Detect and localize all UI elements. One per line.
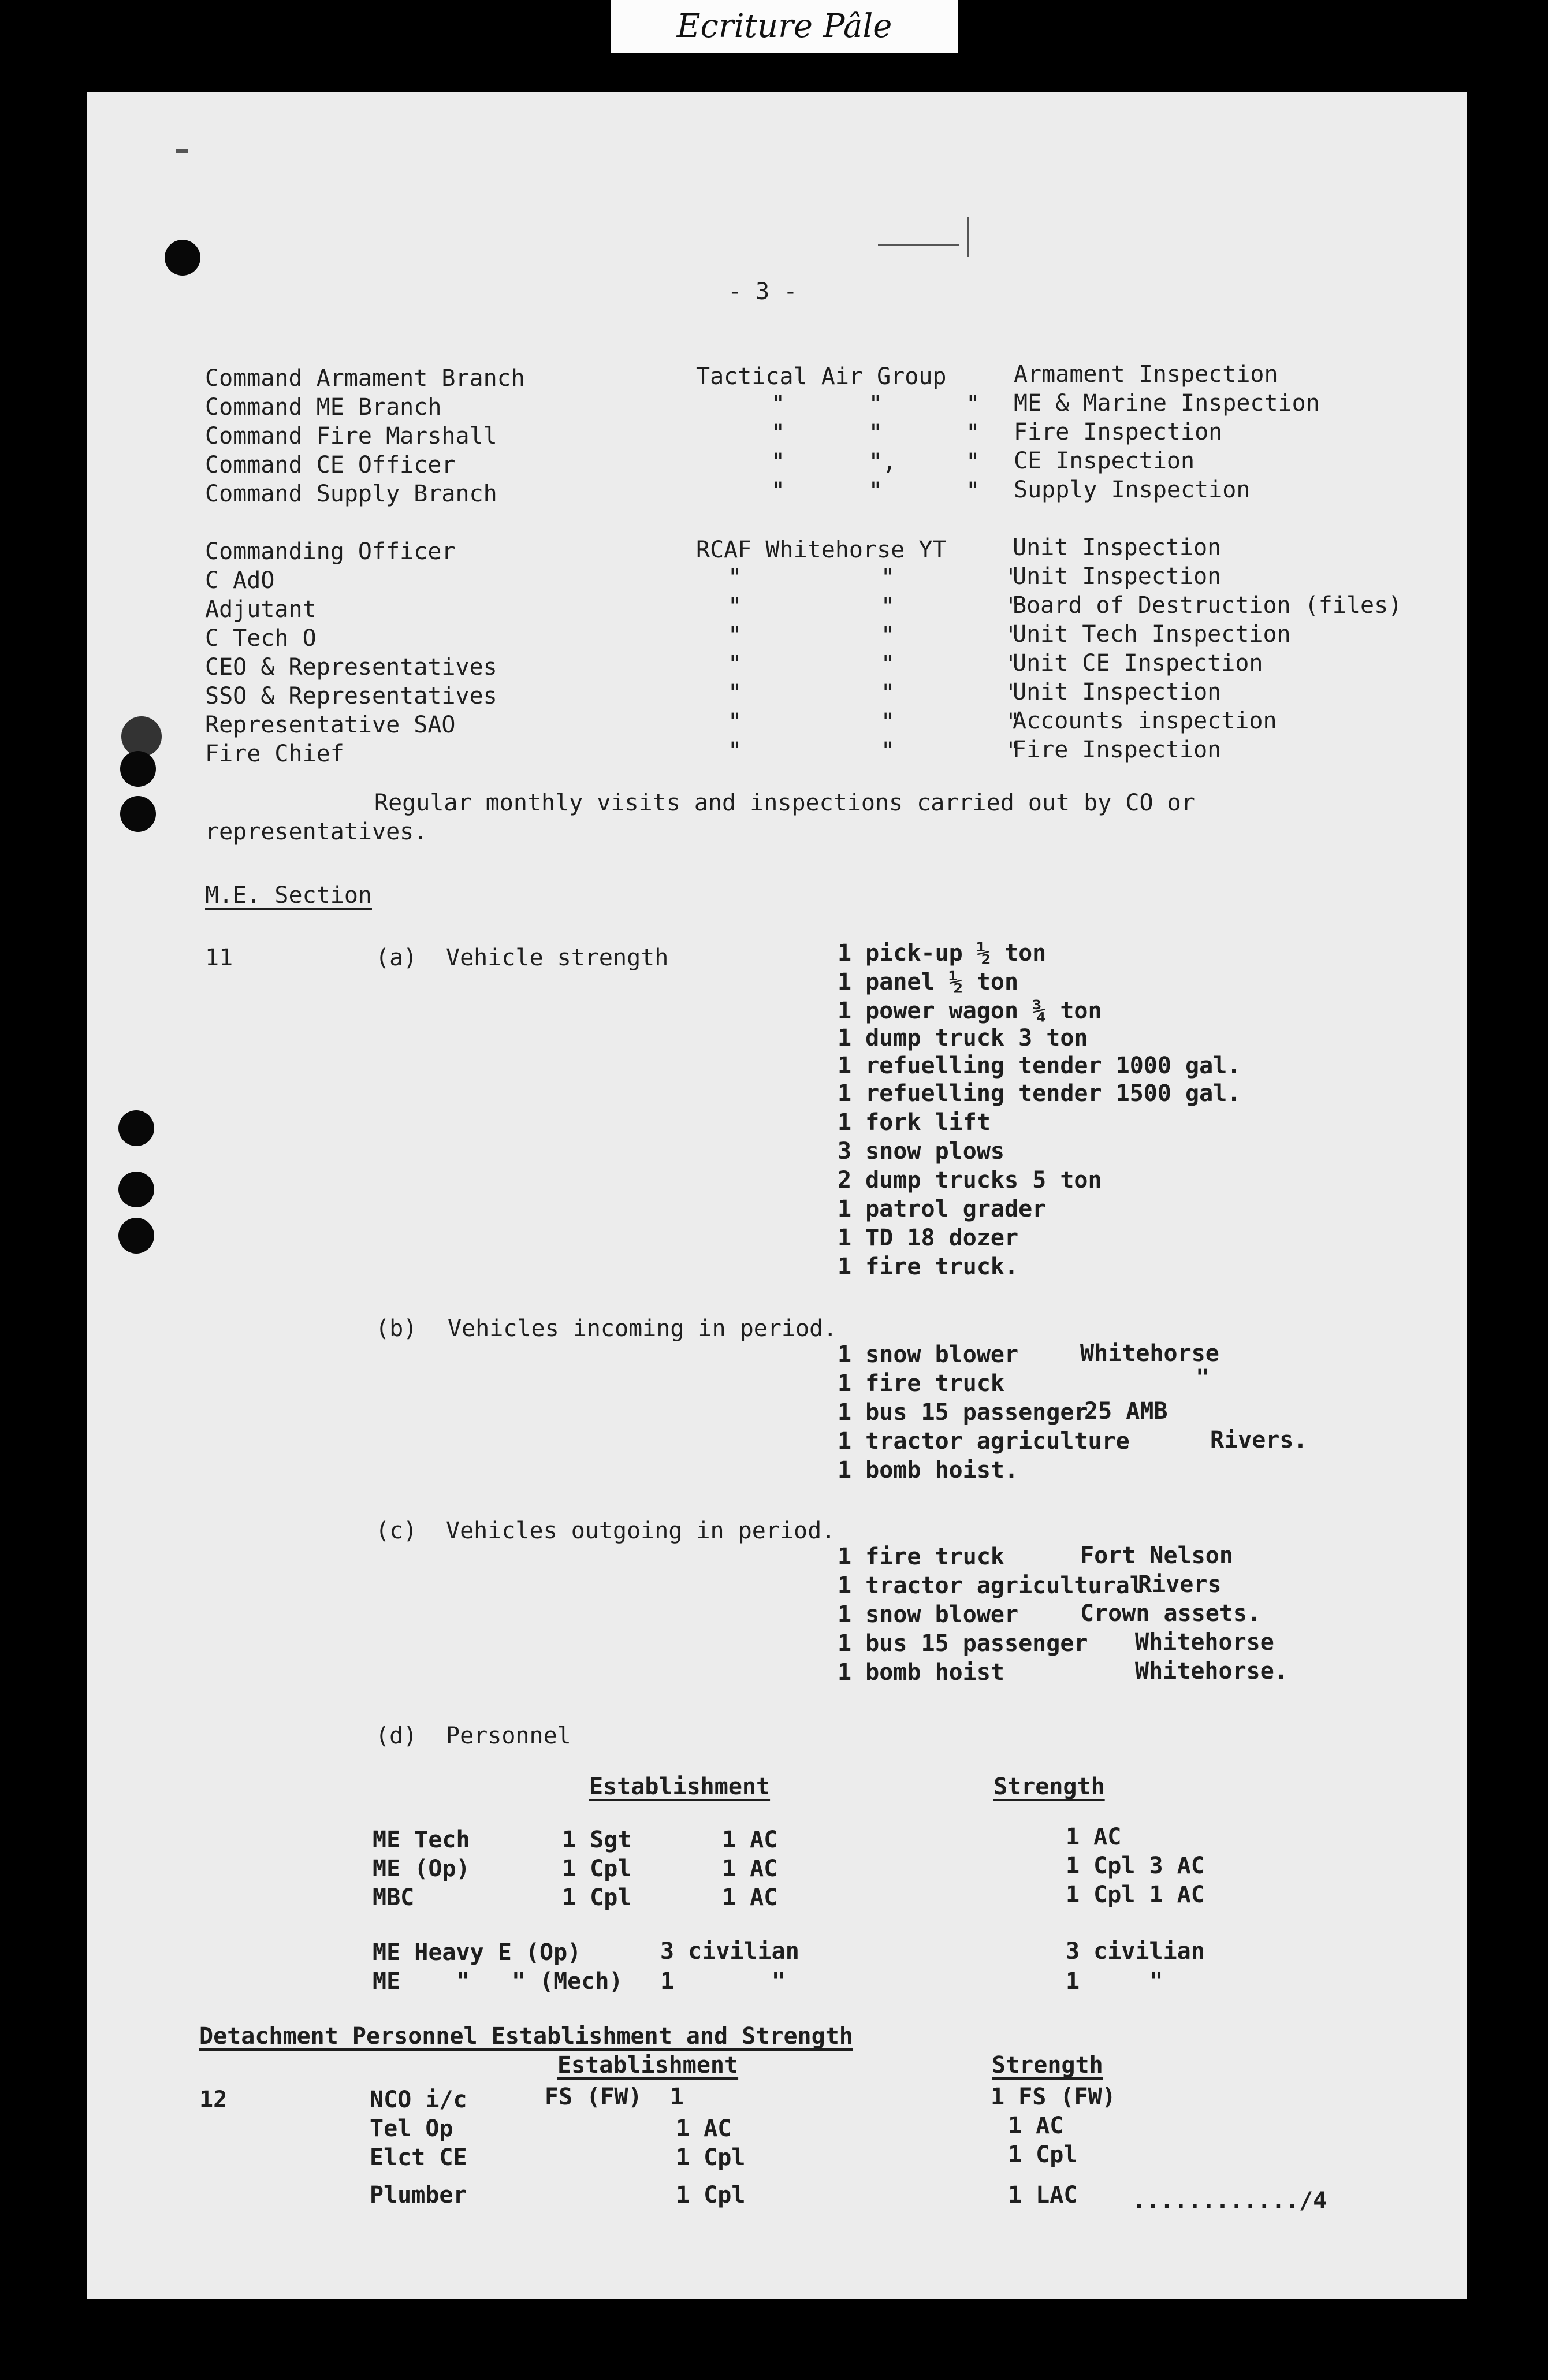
table-cell-strength: 1 AC [1066, 1824, 1122, 1850]
list-item-note: " [1196, 1364, 1210, 1391]
inspection-type: Armament Inspection [1014, 361, 1278, 388]
list-item: 1 power wagon ¾ ton [838, 998, 1102, 1024]
inspection-unit: Commanding Officer [205, 538, 456, 565]
inspection-type: CE Inspection [1014, 448, 1195, 474]
inspection-location: RCAF Whitehorse YT [696, 537, 947, 563]
subsection-title: Personnel [446, 1723, 571, 1749]
paragraph-number: 11 [205, 944, 233, 971]
strength-heading: Strength [993, 1773, 1105, 1800]
table-cell-establishment: 1 AC [722, 1827, 778, 1853]
inspection-type: ME & Marine Inspection [1014, 390, 1320, 416]
table-cell-strength: 3 civilian [1066, 1938, 1205, 1965]
inspection-unit: Command Supply Branch [205, 481, 497, 507]
inspection-type: Fire Inspection [1013, 737, 1222, 763]
punch-hole [118, 1172, 154, 1207]
table-cell-establishment: 1 AC [722, 1855, 778, 1882]
table-cell-strength: 1 Cpl 3 AC [1066, 1853, 1205, 1879]
list-item: 1 fork lift [838, 1109, 991, 1136]
inspection-unit: SSO & Representatives [205, 683, 497, 709]
list-item-note: 25 AMB [1084, 1398, 1168, 1425]
list-item: 1 fire truck [838, 1544, 1004, 1570]
table-cell-establishment: 1 Cpl [562, 1855, 632, 1882]
inspection-location: " " " [728, 564, 1020, 591]
detachment-establishment-heading: Establishment [557, 2052, 739, 2078]
table-cell-establishment: FS (FW) 1 [545, 2084, 684, 2110]
punch-hole [120, 796, 156, 832]
table-cell-establishment: 3 civilian [660, 1938, 799, 1965]
paragraph-number: 12 [199, 2087, 228, 2113]
table-cell-establishment: 1 Cpl [562, 1884, 632, 1911]
list-item-note: Whitehorse [1135, 1629, 1274, 1656]
subsection-label: (b) [375, 1315, 418, 1342]
list-item: 1 snow blower [838, 1341, 1019, 1368]
inspection-location: " " " [728, 680, 1020, 706]
inspection-unit: CEO & Representatives [205, 654, 497, 680]
table-cell-trade: ME Tech [373, 1827, 470, 1853]
punch-hole [165, 240, 200, 276]
table-cell-trade: Tel Op [370, 2115, 453, 2142]
list-item: 1 dump truck 3 ton [838, 1025, 1088, 1051]
table-cell-strength: 1 LAC [1008, 2182, 1078, 2208]
table-cell-strength: 1 " [1066, 1968, 1163, 1995]
detachment-heading: Detachment Personnel Establishment and Strength [199, 2023, 853, 2050]
table-cell-trade: ME (Op) [373, 1855, 470, 1882]
inspection-location: " " " [728, 622, 1020, 649]
table-cell-trade: MBC [373, 1884, 415, 1911]
table-cell-strength: 1 Cpl 1 AC [1066, 1881, 1205, 1908]
punch-hole [118, 1110, 154, 1146]
inspection-unit: Command CE Officer [205, 452, 456, 478]
pencil-mark [968, 217, 969, 257]
table-cell-establishment: 1 AC [676, 2115, 732, 2142]
table-cell-establishment: 1 AC [722, 1884, 778, 1911]
inspection-unit: C Tech O [205, 625, 317, 652]
table-cell-strength: 1 FS (FW) [991, 2084, 1116, 2110]
inspection-location: " " " [771, 391, 980, 418]
list-item: 1 tractor agricultural [838, 1572, 1144, 1599]
list-item-note: Crown assets. [1080, 1600, 1262, 1627]
list-item: 1 refuelling tender 1000 gal. [838, 1053, 1241, 1079]
list-item-note: Rivers. [1210, 1427, 1308, 1453]
list-item: 1 bomb hoist. [838, 1457, 1019, 1483]
inspection-location: " " " [728, 651, 1020, 678]
list-item: 1 bus 15 passenger [838, 1399, 1088, 1426]
subsection-label: (c) [375, 1518, 418, 1544]
list-item-note: Rivers [1138, 1571, 1222, 1598]
inspection-type: Fire Inspection [1014, 419, 1223, 445]
inspection-location: Tactical Air Group [696, 363, 947, 390]
inspection-location: " " " [728, 738, 1020, 764]
continuation-marker: ............/4 [1132, 2188, 1327, 2214]
table-cell-establishment: 1 Sgt [562, 1827, 632, 1853]
table-cell-trade: Plumber [370, 2182, 467, 2208]
inspection-location: " " " [728, 593, 1020, 620]
list-item: 1 refuelling tender 1500 gal. [838, 1080, 1241, 1107]
list-item: 1 fire truck. [838, 1254, 1019, 1280]
subsection-title: Vehicles outgoing in period. [446, 1518, 836, 1544]
table-cell-establishment: 1 Cpl [676, 2144, 746, 2171]
subsection-label: (d) [375, 1723, 418, 1749]
table-cell-establishment: 1 " [660, 1968, 786, 1995]
inspection-type: Accounts inspection [1013, 708, 1277, 734]
inspection-unit: Command Fire Marshall [205, 423, 497, 449]
list-item: 3 snow plows [838, 1138, 1004, 1165]
list-item: 1 patrol grader [838, 1196, 1047, 1222]
document-page [87, 92, 1467, 2299]
inspection-location: " ", " [771, 449, 980, 475]
inspection-location: " " " [728, 709, 1020, 735]
inspection-location: " " " [771, 478, 980, 504]
inspection-type: Board of Destruction (files) [1013, 592, 1402, 619]
list-item: 1 fire truck [838, 1370, 1004, 1397]
archive-label-tab: Ecriture Pâle [611, 0, 958, 53]
list-item: 1 tractor agriculture [838, 1428, 1130, 1455]
inspection-unit: Adjutant [205, 596, 317, 623]
pencil-mark [176, 149, 188, 153]
inspection-unit: Representative SAO [205, 712, 456, 738]
punch-hole [121, 716, 162, 757]
table-cell-trade: Elct CE [370, 2144, 467, 2171]
subsection-label: (a) [375, 944, 418, 971]
table-cell-strength: 1 Cpl [1008, 2141, 1078, 2168]
subsection-title: Vehicles incoming in period. [448, 1315, 838, 1342]
inspection-type: Unit Inspection [1013, 563, 1222, 590]
inspection-type: Unit Inspection [1013, 679, 1222, 705]
inspection-location: " " " [771, 420, 980, 447]
list-item: 1 bus 15 passenger [838, 1630, 1088, 1657]
table-cell-establishment: 1 Cpl [676, 2182, 746, 2208]
inspection-unit: Command ME Branch [205, 394, 442, 421]
inspection-type: Supply Inspection [1014, 477, 1251, 503]
inspection-unit: Fire Chief [205, 741, 344, 767]
inspection-type: Unit CE Inspection [1013, 650, 1263, 676]
list-item: 2 dump trucks 5 ton [838, 1167, 1102, 1193]
list-item-note: Whitehorse [1080, 1340, 1219, 1367]
table-cell-trade: NCO i/c [370, 2087, 467, 2113]
list-item-note: Fort Nelson [1080, 1542, 1233, 1569]
inspection-type: Unit Tech Inspection [1013, 621, 1291, 648]
list-item-note: Whitehorse. [1135, 1658, 1288, 1684]
punch-hole [118, 1218, 154, 1254]
list-item: 1 TD 18 dozer [838, 1225, 1019, 1251]
inspection-unit: C AdO [205, 567, 275, 594]
establishment-heading: Establishment [589, 1773, 771, 1800]
table-cell-trade: ME Heavy E (Op) [373, 1939, 582, 1966]
inspection-unit: Command Armament Branch [205, 365, 525, 392]
table-cell-trade: ME " " (Mech) [373, 1968, 623, 1995]
table-cell-strength: 1 AC [1008, 2113, 1064, 2139]
regular-visits-note-cont: representatives. [205, 819, 428, 845]
pencil-mark [878, 244, 959, 246]
me-section-heading: M.E. Section [205, 882, 372, 909]
list-item: 1 snow blower [838, 1601, 1019, 1628]
list-item: 1 panel ½ ton [838, 969, 1019, 995]
inspection-type: Unit Inspection [1013, 534, 1222, 561]
list-item: 1 pick-up ½ ton [838, 940, 1047, 966]
detachment-strength-heading: Strength [992, 2052, 1103, 2078]
page-number: - 3 - [728, 278, 798, 305]
list-item: 1 bomb hoist [838, 1659, 1004, 1686]
subsection-title: Vehicle strength [446, 944, 669, 971]
regular-visits-note: Regular monthly visits and inspections carried out by CO or [374, 790, 1195, 816]
punch-hole [120, 751, 156, 787]
